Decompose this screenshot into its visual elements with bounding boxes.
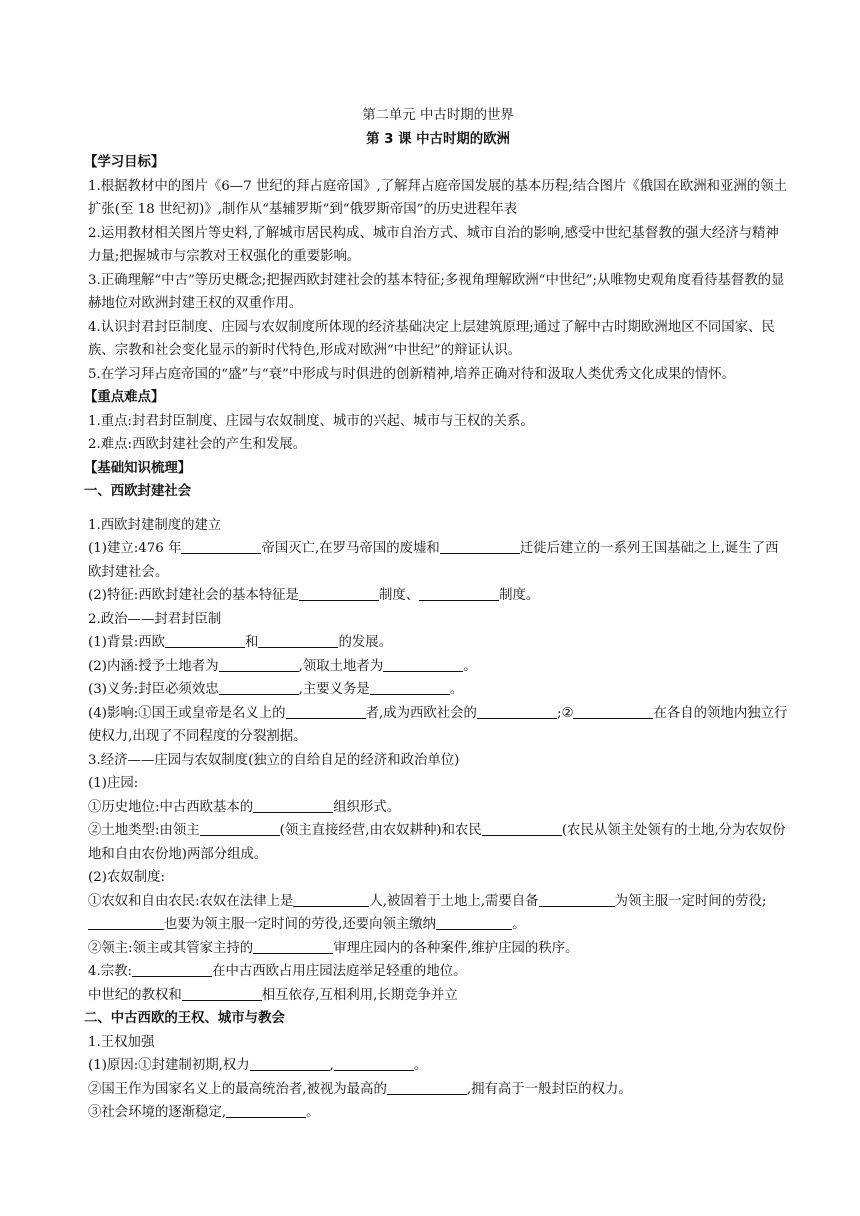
blank-field[interactable] xyxy=(440,539,520,554)
text: 。 xyxy=(512,917,526,932)
text: 审理庄园内的各种案件,维护庄园的秩序。 xyxy=(333,940,579,956)
text: ,拥有高于一般封臣的权力。 xyxy=(466,1081,632,1097)
blank-field[interactable] xyxy=(293,892,369,907)
blank-field[interactable] xyxy=(299,586,379,601)
text: ①历史地位:中古西欧基本的 xyxy=(88,799,254,815)
subsection-title: 1.西欧封建制度的建立 xyxy=(88,517,222,533)
goal-item: 1.根据教材中的图片《6—7 世纪的拜占庭帝国》,了解拜占庭帝国发展的基本历程;结合图片《俄国在欧洲和亚洲的领土扩张(至 18 世纪初)》,制作从“基辅罗斯”到“俄罗斯帝国”的历史进程年表 xyxy=(88,178,787,217)
goal-item: 4.认识封君封臣制度、庄园与农奴制度所体现的经济基础决定上层建筑原理;通过了解中古时期欧洲地区不同国家、民族、宗教和社会变化显示的新时代特色,形成对欧洲“中世纪”的辩证认识。 xyxy=(88,319,775,358)
sub-item-title: (2)农奴制度: xyxy=(88,870,166,885)
subsection-title: 1.王权加强 xyxy=(88,1034,155,1050)
blank-field[interactable] xyxy=(250,1056,330,1071)
fill-line xyxy=(88,678,788,702)
unit-title: 第二单元 中古时期的世界 xyxy=(362,108,514,123)
text: , xyxy=(329,1058,334,1073)
text: 在中古西欧占用庄园法庭举足轻重的地位。 xyxy=(212,964,467,979)
fill-line xyxy=(88,655,788,679)
blank-field[interactable] xyxy=(132,962,212,977)
text: ③社会环境的逐渐稳定, xyxy=(88,1105,227,1120)
blank-field[interactable] xyxy=(387,1080,467,1095)
blank-field[interactable] xyxy=(539,892,615,907)
blank-field[interactable] xyxy=(334,1056,414,1071)
blank-field[interactable] xyxy=(286,704,366,719)
subsection-title: 2.政治——封君封臣制 xyxy=(88,611,222,627)
fill-line xyxy=(88,937,788,961)
goals-heading: 【学习目标】 xyxy=(84,155,165,170)
blank-field[interactable] xyxy=(253,798,333,813)
part2-title: 二、中古西欧的王权、城市与教会 xyxy=(84,1011,285,1026)
text: 。 xyxy=(306,1105,320,1120)
text: 4.宗教: xyxy=(88,964,133,979)
fill-line xyxy=(88,819,788,866)
text: ②领主:领主或其管家主持的 xyxy=(88,940,254,956)
blank-field[interactable] xyxy=(88,915,164,930)
text: 制度、 xyxy=(378,588,420,603)
text: ,领取土地者为 xyxy=(298,658,384,674)
fill-line xyxy=(88,1078,788,1102)
blank-field[interactable] xyxy=(383,657,463,672)
blank-field[interactable] xyxy=(258,633,338,648)
text: 为领主服一定时间的劳役; xyxy=(614,893,767,909)
text: (2)内涵:授予土地者为 xyxy=(88,658,219,674)
fill-line xyxy=(88,796,788,820)
blank-field[interactable] xyxy=(182,986,262,1001)
text: (1)原因:①封建制初期,权力 xyxy=(88,1058,250,1073)
text: ,主要义务是 xyxy=(298,682,370,697)
goal-item: 2.运用教材相关图片等史料,了解城市居民构成、城市自治方式、城市自治的影响,感受中世纪基督教的强大经济与精神力量;把握城市与宗教对王权强化的重要影响。 xyxy=(88,225,779,264)
text: (1)背景:西欧 xyxy=(88,635,166,650)
spacer xyxy=(88,504,788,514)
text: 制度。 xyxy=(499,588,540,603)
text: 相互依存,互相利用,长期竞争并立 xyxy=(261,987,458,1003)
text: ②国王作为国家名义上的最高统治者,被视为最高的 xyxy=(88,1081,387,1097)
blank-field[interactable] xyxy=(482,821,562,836)
text: 迁徙后建立的一系列王国基础之上,诞生了西欧封建社会。 xyxy=(88,541,779,580)
text: (3)义务:封臣必须效忠 xyxy=(88,682,219,697)
text: ②土地类型:由领主 xyxy=(88,823,200,838)
fill-line xyxy=(88,890,788,937)
text: (4)影响:①国王或皇帝是名义上的 xyxy=(88,705,286,721)
fill-line xyxy=(88,984,788,1008)
text: 在各自的领地内独立行使权力,出现了不同程度的分裂割据。 xyxy=(88,705,788,744)
blank-field[interactable] xyxy=(477,704,557,719)
text: ;② xyxy=(556,705,574,721)
blank-field[interactable] xyxy=(253,939,333,954)
part1-title: 一、西欧封建社会 xyxy=(84,484,192,499)
blank-field[interactable] xyxy=(370,680,450,695)
blank-field[interactable] xyxy=(181,539,261,554)
blank-field[interactable] xyxy=(165,633,245,648)
text: 的发展。 xyxy=(338,635,392,650)
goal-item: 3.正确理解“中古”等历史概念;把握西欧封建社会的基本特征;多视角理解欧洲“中世纪”;从唯物史观角度看待基督教的显赫地位对欧洲封建王权的双重作用。 xyxy=(88,272,785,311)
goal-item: 5.在学习拜占庭帝国的“盛”与“衰”中形成与时俱进的创新精神,培养正确对待和汲取人类优秀文化成果的情怀。 xyxy=(88,366,735,382)
text: 。 xyxy=(463,658,477,674)
text: (1)建立:476 年 xyxy=(88,541,182,556)
text: (农民从领主处领有的土地,分为农奴份地和自由农份地)两部分组成。 xyxy=(88,823,786,862)
text: (2)特征:西欧封建社会的基本特征是 xyxy=(88,588,299,603)
fill-line xyxy=(88,584,788,608)
text: 。 xyxy=(413,1058,428,1073)
lesson-title: 第 3 课 中古时期的欧洲 xyxy=(366,131,510,147)
keypoint-item: 1.重点:封君封臣制度、庄园与农奴制度、城市的兴起、城市与王权的关系。 xyxy=(88,413,534,429)
text: 也要为领主服一定时间的劳役,还要向领主缴纳 xyxy=(164,917,437,932)
fill-line xyxy=(88,1101,788,1125)
fill-line xyxy=(88,631,788,655)
text: 者,成为西欧社会的 xyxy=(365,705,477,721)
text: 和 xyxy=(245,635,259,650)
fill-line xyxy=(88,537,788,584)
blank-field[interactable] xyxy=(419,586,499,601)
sub-item-title: (1)庄园: xyxy=(88,776,139,791)
text: 中世纪的教权和 xyxy=(88,987,182,1003)
fill-line xyxy=(88,960,788,984)
fill-line xyxy=(88,1054,788,1078)
text: 组织形式。 xyxy=(333,799,401,815)
text: (领主直接经营,由农奴耕种)和农民 xyxy=(279,823,482,838)
basics-heading: 【基础知识梳理】 xyxy=(84,460,192,476)
keypoints-heading: 【重点难点】 xyxy=(84,390,165,405)
keypoint-item: 2.难点:西欧封建社会的产生和发展。 xyxy=(88,437,307,452)
text: ①农奴和自由农民:农奴在法律上是 xyxy=(88,893,294,909)
blank-field[interactable] xyxy=(219,680,299,695)
subsection-title: 3.经济——庄园与农奴制度(独立的自给自足的经济和政治单位) xyxy=(88,752,460,768)
blank-field[interactable] xyxy=(573,704,653,719)
blank-field[interactable] xyxy=(436,915,512,930)
blank-field[interactable] xyxy=(226,1103,306,1118)
blank-field[interactable] xyxy=(200,821,280,836)
text: 帝国灭亡,在罗马帝国的废墟和 xyxy=(261,541,440,556)
text: 人,被固着于土地上,需要自备 xyxy=(369,893,539,909)
blank-field[interactable] xyxy=(219,657,299,672)
text: 。 xyxy=(449,682,464,697)
fill-line xyxy=(88,702,788,749)
